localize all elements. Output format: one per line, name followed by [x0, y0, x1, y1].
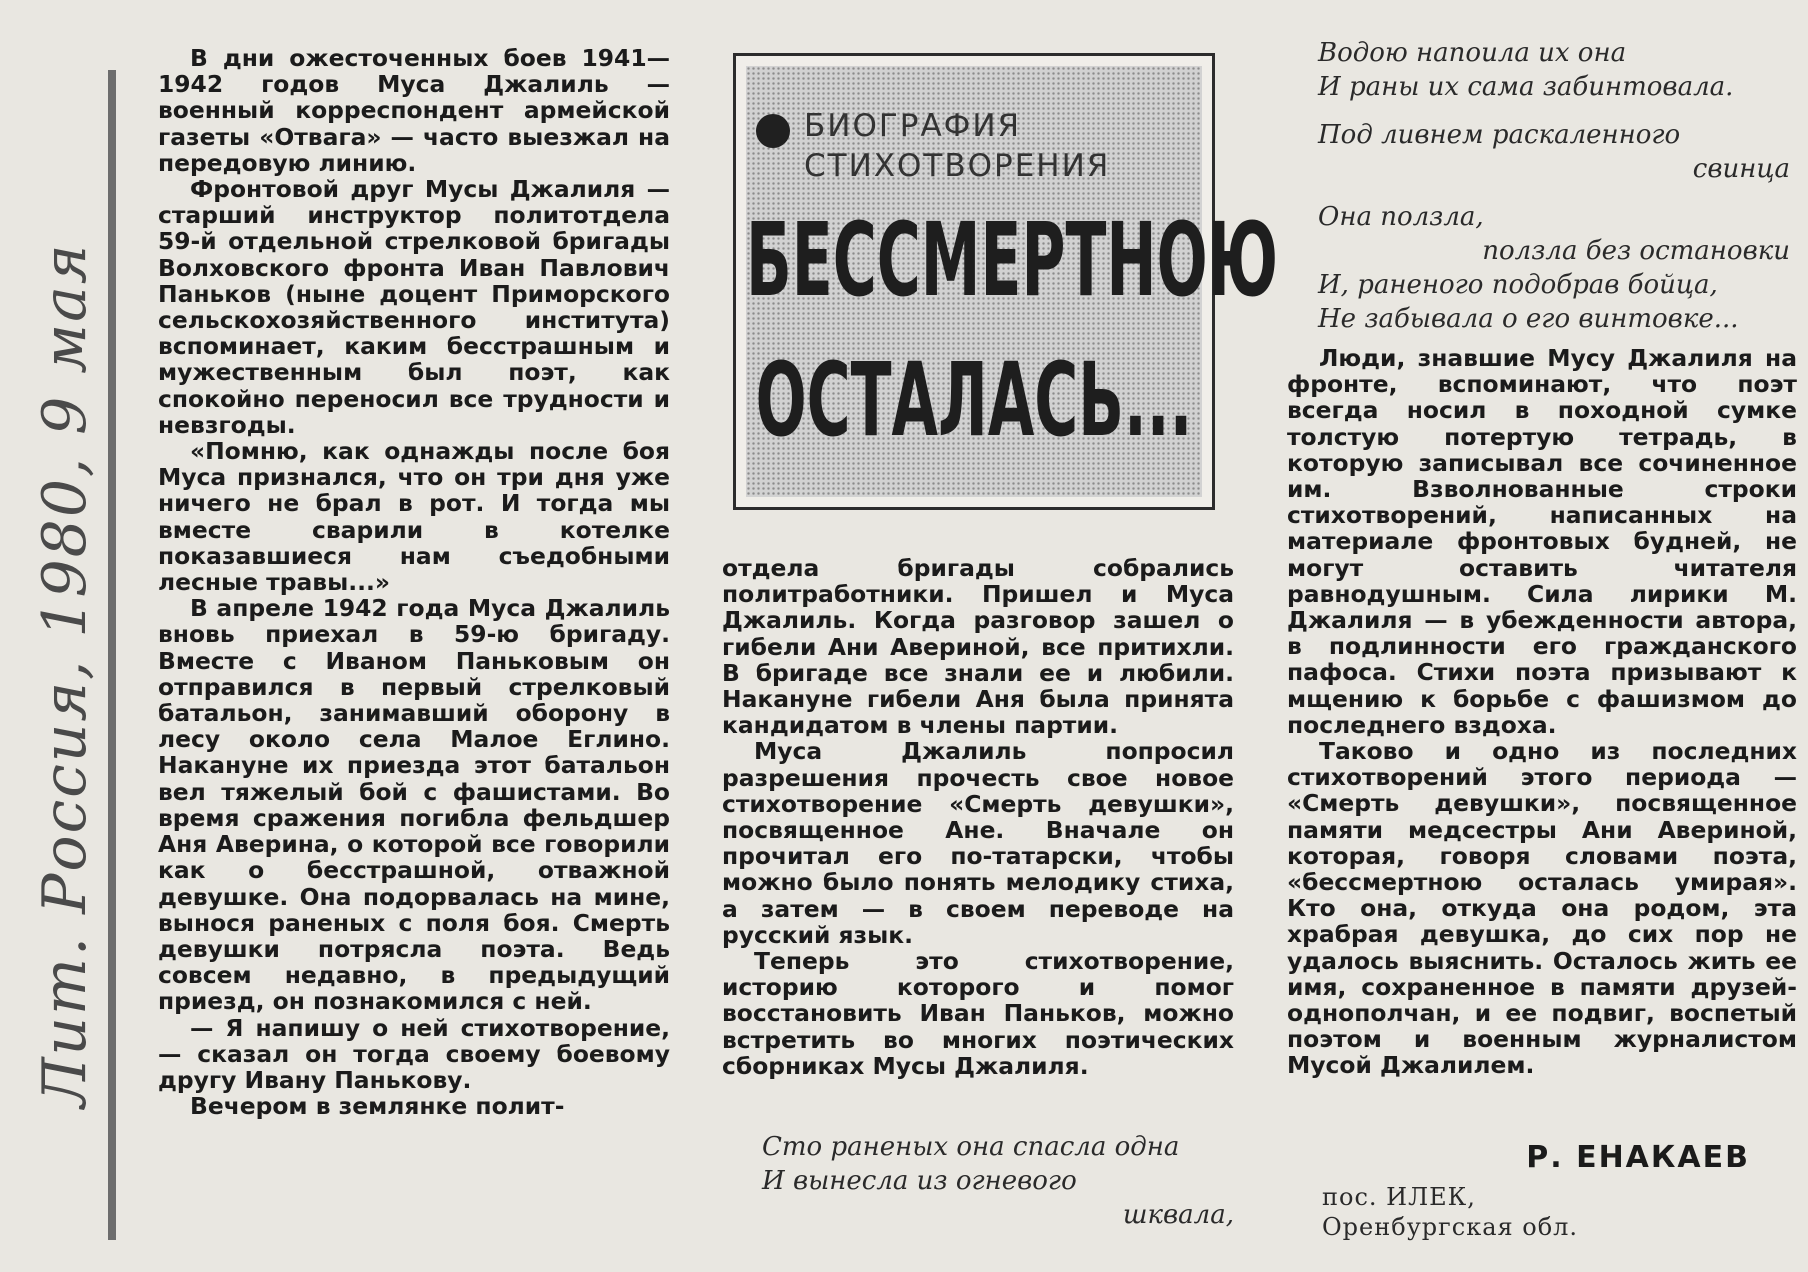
poem-line: И, раненого подобрав бойца,	[1318, 270, 1718, 300]
rubric-line-2: СТИХОТВОРЕНИЯ	[804, 148, 1111, 184]
author-signature: Р. ЕНАКАЕВ	[1526, 1140, 1750, 1175]
poem-line: И вынесла из огневого	[762, 1166, 1077, 1196]
paragraph: отдела бригады собрались политработники. Пришел и Муса Джалиль. Когда разговор зашел о гибели Ани Авериной, все притихли. В бригаде все знали ее и любили. Накануне гибели Аня была принята кандидатом в члены партии.	[722, 554, 1234, 740]
article-column-2	[722, 555, 1234, 1079]
paragraph: Вечером в землянке полит-	[190, 1092, 565, 1121]
headline-screen	[746, 66, 1279, 497]
author-location	[1322, 1182, 1652, 1242]
poem-excerpt-2	[1318, 36, 1790, 336]
margin-rule	[108, 70, 116, 1240]
bullet-dot-icon	[756, 114, 790, 148]
paragraph: — Я напишу о ней стихотворение, — сказал он тогда своему боевому другу Ивану Панькову.	[158, 1013, 670, 1094]
rubric	[804, 106, 1184, 186]
poem-line: Под ливнем раскаленного	[1318, 120, 1681, 150]
poem-line: Она ползла,	[1318, 202, 1484, 232]
location-line-2: Оренбургская обл.	[1322, 1213, 1579, 1241]
headline-box	[733, 53, 1279, 510]
poem-line: И раны их сама забинтовала.	[1318, 72, 1734, 102]
article-column-3	[1287, 345, 1797, 1079]
poem-line: Не забывала о его винтовке...	[1318, 304, 1739, 334]
paragraph: Муса Джалиль попросил разрешения прочесть свое новое стихотворение «Смерть девушки», посвященное Ане. Вначале он прочитал его по-татарски, чтобы можно было понять мелодику стиха, а затем — в своем переводе на русский язык.	[722, 737, 1234, 949]
paragraph: Таково и одно из последних стихотворений этого периода — «Смерть девушки», посвященное памяти медсестры Ани Авериной, которая, говоря словами поэта, «бессмертною осталась умирая». Кто она, откуда она родом, эта храбрая девушка, до сих пор не удалось выяснить. Осталось жить ее имя, сохраненное в памяти друзей-однополчан, и ее подвиг, воспетый поэтом и военным журналистом Мусой Джалилем.	[1287, 737, 1797, 1080]
poem-excerpt-1	[762, 1130, 1234, 1232]
rubric-line-1: БИОГРАФИЯ	[804, 108, 1022, 144]
article-column-1	[158, 45, 670, 1119]
poem-line: свинца	[1692, 154, 1790, 184]
paragraph: Теперь это стихотворение, историю которого и помог восстановить Иван Паньков, можно встретить во многих поэтических сборниках Мусы Джалиля.	[722, 947, 1234, 1080]
poem-line: Сто раненых она спасла одна	[762, 1132, 1180, 1162]
paragraph: «Помню, как однажды после боя Муса признался, что он три дня уже ничего не брал в рот. И тогда мы вместе сварили в котелке показавшиеся нам съедобными лесные травы...»	[158, 437, 670, 597]
paragraph: В апреле 1942 года Муса Джалиль вновь приехал в 59-ю бригаду. Вместе с Иваном Паньковым он отправился в первый стрелковый батальон, занимавший оборону в лесу около села Малое Еглино. Накануне их приезда этот батальон вел тяжелый бой с фашистами. Во время сражения погибла фельдшер Аня Аверина, о которой все говорили как о бесстрашной, отважной девушке. Она подорвалась на мине, вынося раненых с поля боя. Смерть девушки потрясла поэта. Ведь совсем недавно, в предыдущий приезд, он познакомился с ней.	[158, 594, 670, 1016]
poem-line: Водою напоила их она	[1318, 38, 1627, 68]
handwritten-note-text: Лит. Россия, 1980, 9 мая	[30, 242, 100, 1108]
poem-line: шквала,	[1122, 1200, 1234, 1230]
location-line-1: пос. ИЛЕК,	[1322, 1183, 1476, 1211]
poem-line: ползла без остановки	[1482, 236, 1790, 266]
headline-line-2: ОСТАЛАСЬ...	[755, 341, 1193, 461]
paragraph: В дни ожесточенных боев 1941—1942 годов Муса Джалиль — военный корреспондент армейской газеты «Отвага» — часто выезжал на передовую линию.	[158, 44, 670, 177]
paragraph: Фронтовой друг Мусы Джалиля — старший инструктор политотдела 59-й отдельной стрелковой бригады Волховского фронта Иван Павлович Паньков (ныне доцент Приморского сельскохозяйственного института) вспоминает, каким бесстрашным и мужественным был поэт, как спокойно переносил все трудности и невзгоды.	[158, 175, 670, 439]
headline-line-1: БЕССМЕРТНОЮ	[746, 201, 1279, 321]
handwritten-source-note	[10, 150, 120, 1200]
paragraph: Люди, знавшие Мусу Джалиля на фронте, вспоминают, что поэт всегда носил в походной сумке толстую потертую тетрадь, в которую записывал все сочиненное им. Взволнованные строки стихотворений, написанных на материале фронтовых будней, не могут оставить читателя равнодушным. Сила лирики М. Джалиля — в убежденности автора, в подлинности его гражданского пафоса. Стихи поэта призывают к мщению к борьбе с фашизмом до последнего вздоха.	[1287, 344, 1797, 739]
